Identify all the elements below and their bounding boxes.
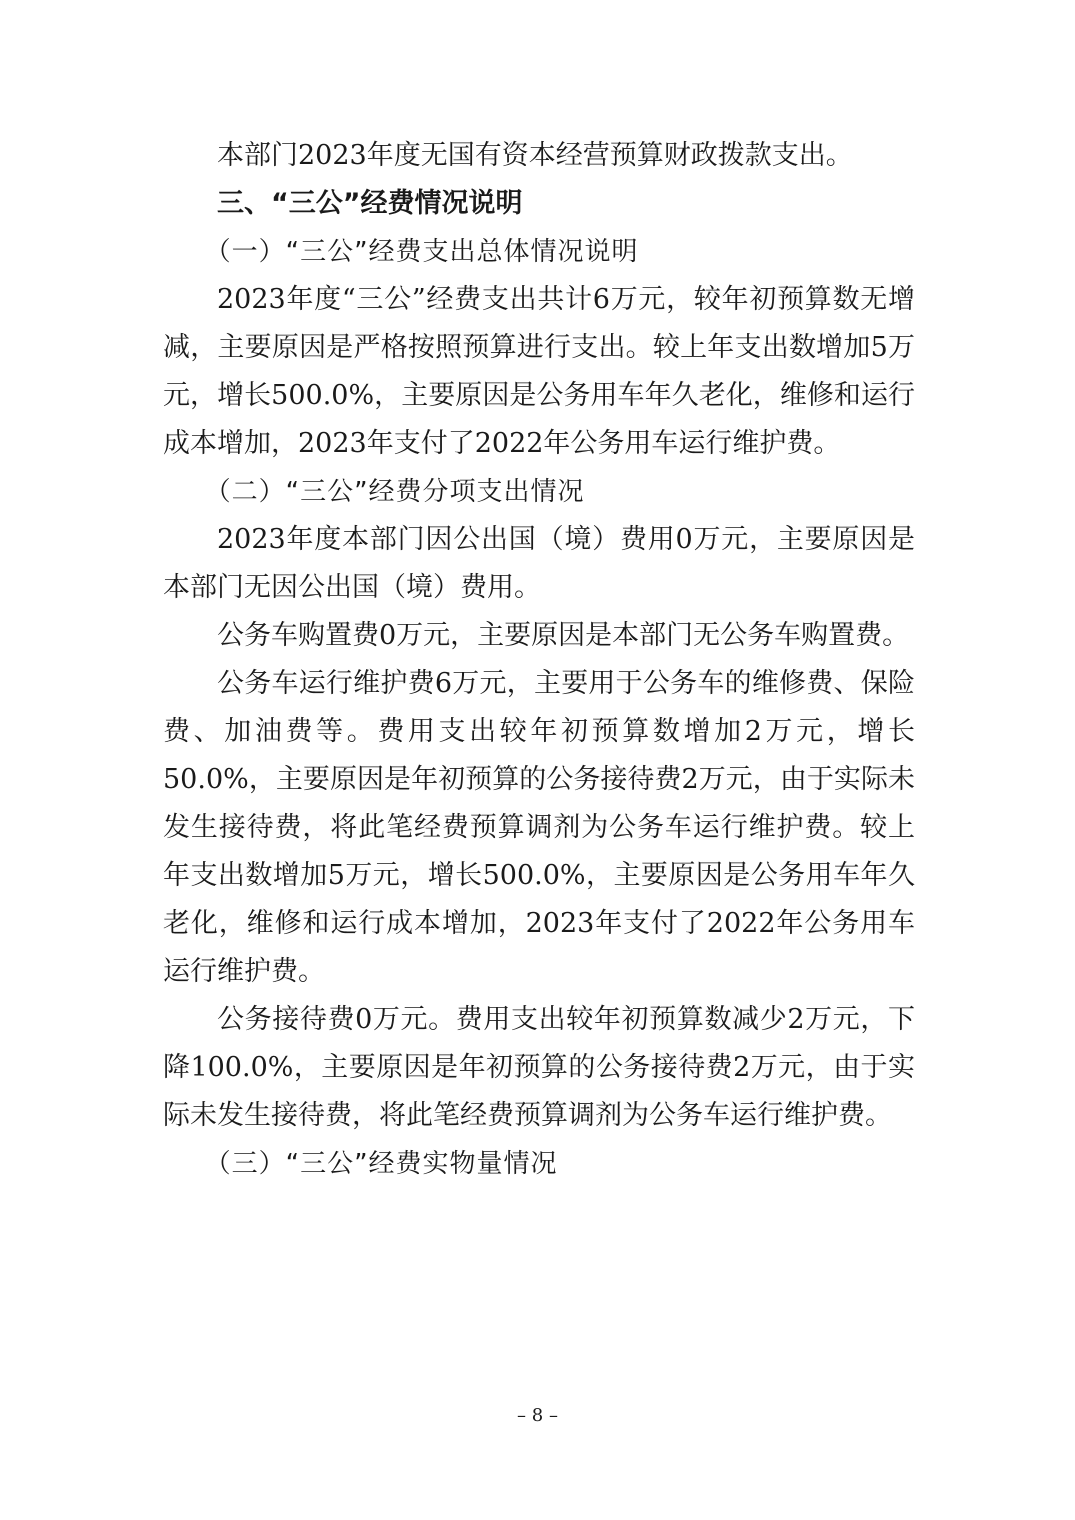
section-heading-three-public-expenses: 三、“三公”经费情况说明 bbox=[217, 188, 523, 219]
paragraph-reception-expenses: 公务接待费0万元。费用支出较年初预算数减少2万元，下降100.0%，主要原因是年初预算的公务接待费2万元，由于实际未发生接待费，将此笔经费预算调剂为公务车运行维护费。 bbox=[163, 1004, 915, 1131]
document-body bbox=[163, 132, 915, 1188]
paragraph-vehicle-purchase: 公务车购置费0万元，主要原因是本部门无公务车购置费。 bbox=[217, 620, 910, 651]
page-number: – 8 – bbox=[517, 1405, 558, 1426]
paragraph-overall-expenses: 2023年度“三公”经费支出共计6万元，较年初预算数无增减，主要原因是严格按照预算进行支出。较上年支出数增加5万元，增长500.0%，主要原因是公务用车年久老化，维修和运行成本增加，2023年支付了2022年公务用车运行维护费。 bbox=[163, 284, 915, 459]
subheading-itemized-expenses: （二）“三公”经费分项支出情况 bbox=[204, 477, 585, 507]
subheading-overall-expenses: （一）“三公”经费支出总体情况说明 bbox=[204, 237, 639, 267]
subheading-physical-quantity: （三）“三公”经费实物量情况 bbox=[204, 1149, 558, 1179]
paragraph-state-capital-budget: 本部门2023年度无国有资本经营预算财政拨款支出。 bbox=[217, 140, 853, 171]
paragraph-vehicle-maintenance: 公务车运行维护费6万元，主要用于公务车的维修费、保险费、加油费等。费用支出较年初预算数增加2万元，增长50.0%，主要原因是年初预算的公务接待费2万元，由于实际未发生接待费，将此笔经费预算调剂为公务车运行维护费。较上年支出数增加5万元，增长500.0%，主要原因是公务用车年久老化，维修和运行成本增加，2023年支付了2022年公务用车运行维护费。 bbox=[163, 668, 915, 987]
paragraph-overseas-travel: 2023年度本部门因公出国（境）费用0万元，主要原因是本部门无因公出国（境）费用。 bbox=[163, 524, 915, 603]
